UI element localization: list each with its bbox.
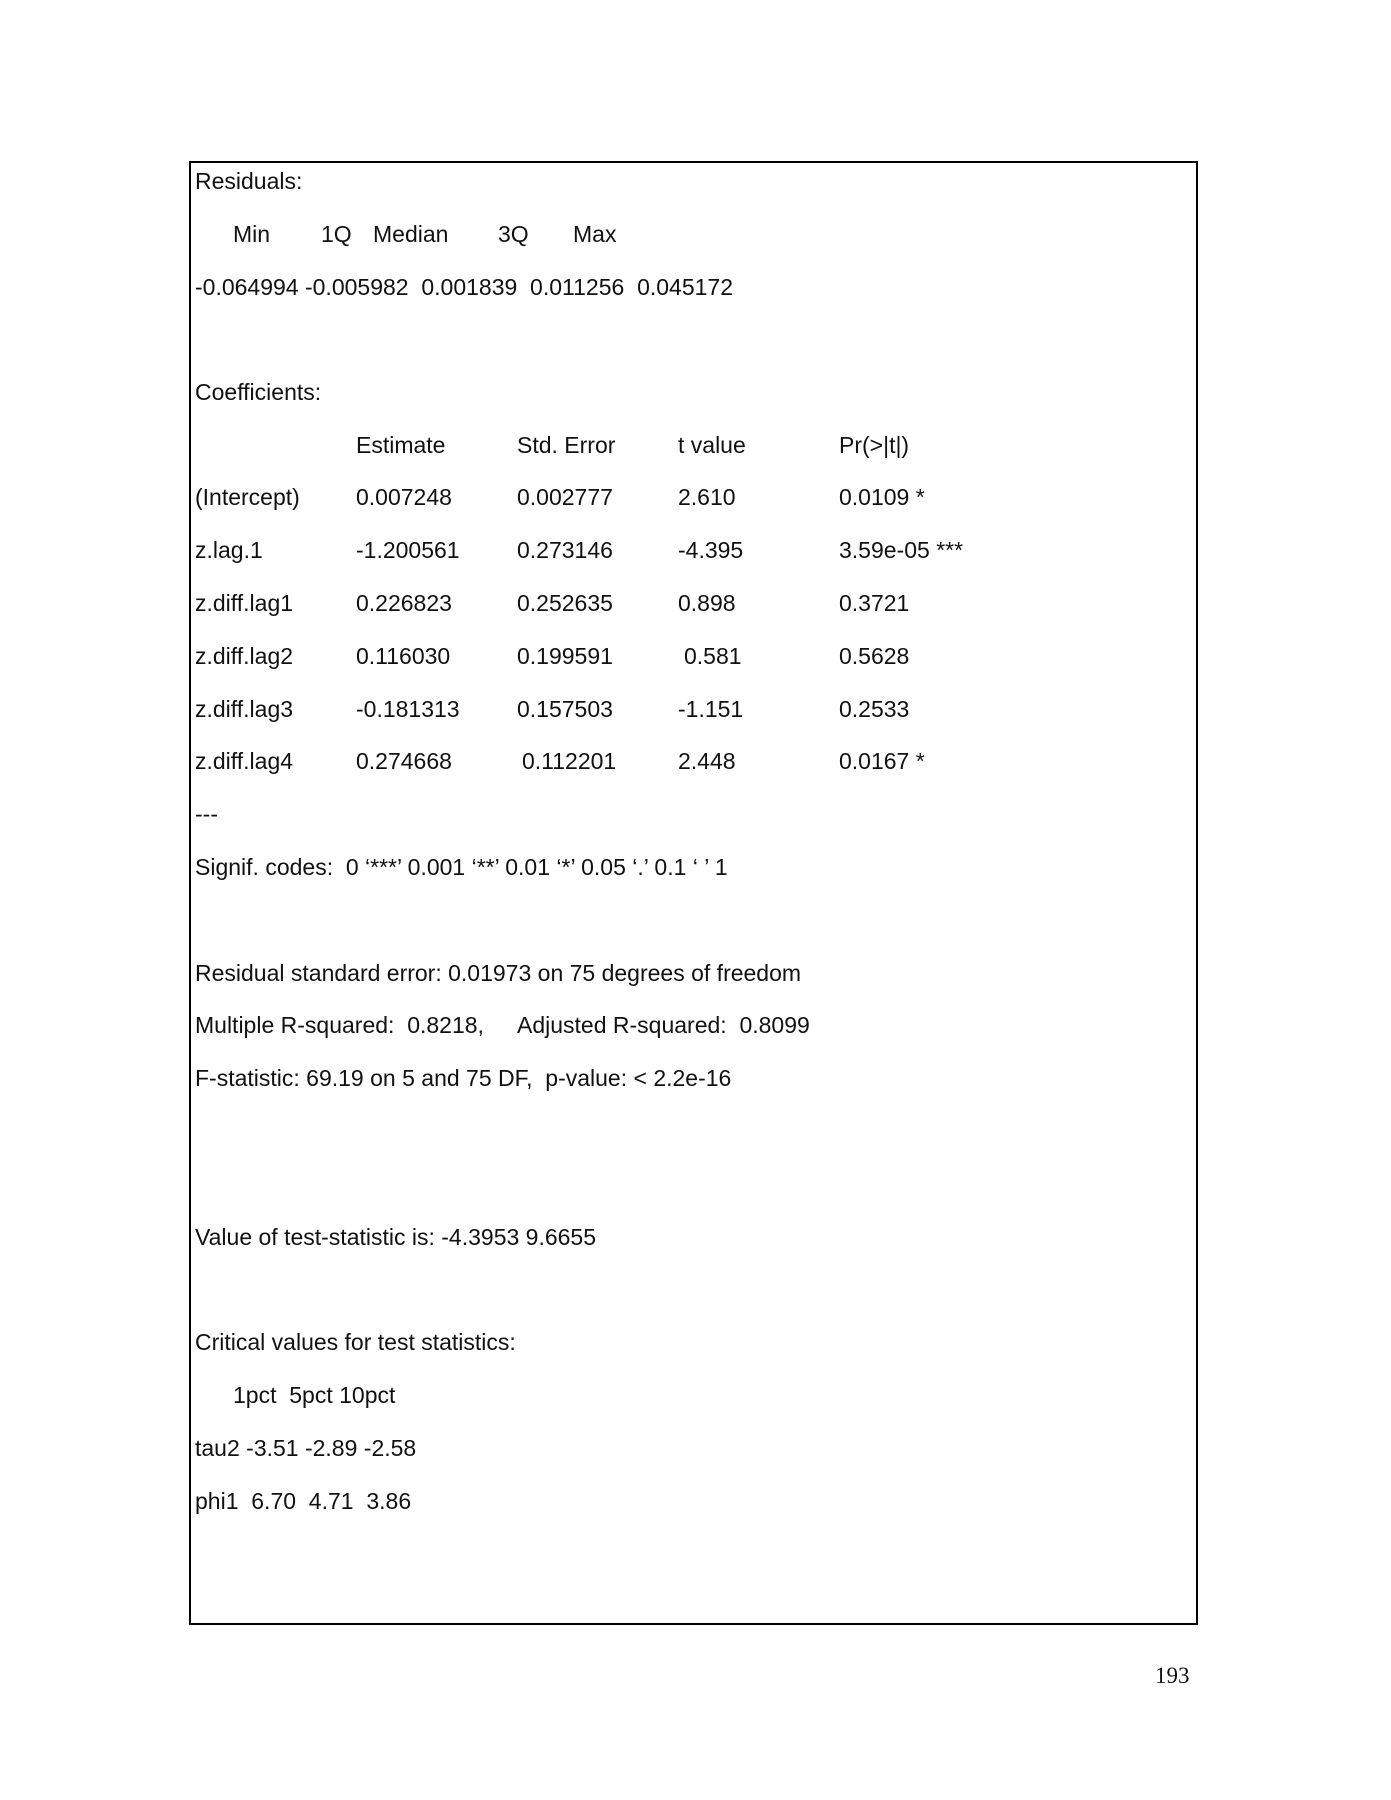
coef-row-name: z.diff.lag1: [195, 590, 294, 616]
f-statistic: F-statistic: 69.19 on 5 and 75 DF, p-value: < 2.2e-16: [195, 1065, 732, 1091]
coef-row-t-value: 2.610: [678, 484, 736, 510]
coef-row-estimate: 0.226823: [356, 590, 452, 616]
output-frame: [189, 161, 1198, 1625]
signif-codes: Signif. codes: 0 ‘***’ 0.001 ‘**’ 0.01 ‘*’ 0.05 ‘.’ 0.1 ‘ ’ 1: [195, 854, 728, 880]
critical-values-title: Critical values for test statistics:: [195, 1329, 516, 1355]
residual-standard-error: Residual standard error: 0.01973 on 75 degrees of freedom: [195, 960, 802, 986]
coef-row-estimate: 0.116030: [356, 643, 451, 669]
coef-header-estimate: Estimate: [356, 432, 446, 458]
adjusted-r-squared: Adjusted R-squared: 0.8099: [517, 1012, 810, 1038]
residuals-title: Residuals:: [195, 168, 303, 194]
phi1-line: phi1 6.70 4.71 3.86: [195, 1488, 412, 1514]
coef-header-p-value: Pr(>|t|): [839, 432, 910, 458]
coef-row-t-value: -4.395: [678, 537, 744, 563]
coef-row-name: z.diff.lag3: [195, 696, 294, 722]
residuals-header-max: Max: [573, 221, 617, 247]
coef-row-std-error: 0.199591: [517, 643, 613, 669]
coef-row-estimate: -1.200561: [356, 537, 460, 563]
coef-row-estimate: -0.181313: [356, 696, 460, 722]
residuals-header-1q: 1Q: [321, 221, 352, 247]
coef-row-std-error: 0.112201: [522, 748, 617, 774]
coef-row-name: z.diff.lag4: [195, 748, 294, 774]
multiple-r-squared: Multiple R-squared: 0.8218,: [195, 1012, 484, 1038]
coef-row-name: (Intercept): [195, 484, 300, 510]
test-statistic-value: Value of test-statistic is: -4.3953 9.6655: [195, 1224, 597, 1250]
coef-row-estimate: 0.274668: [356, 748, 452, 774]
coef-row-t-value: 0.581: [684, 643, 742, 669]
critical-values-header: 1pct 5pct 10pct: [233, 1382, 396, 1408]
coef-row-t-value: 2.448: [678, 748, 736, 774]
residuals-values: -0.064994 -0.005982 0.001839 0.011256 0.045172: [195, 274, 733, 300]
residuals-header-median: Median: [373, 221, 449, 247]
coef-row-name: z.lag.1: [195, 537, 263, 563]
coef-row-name: z.diff.lag2: [195, 643, 294, 669]
residuals-header-3q: 3Q: [498, 221, 529, 247]
coef-header-std-error: Std. Error: [517, 432, 616, 458]
coef-row-estimate: 0.007248: [356, 484, 452, 510]
tau2-line: tau2 -3.51 -2.89 -2.58: [195, 1435, 417, 1461]
coef-row-p-value: 0.5628: [839, 643, 910, 669]
residuals-header-min: Min: [233, 221, 271, 247]
coefficients-title: Coefficients:: [195, 379, 322, 405]
coef-row-std-error: 0.273146: [517, 537, 613, 563]
coef-row-std-error: 0.002777: [517, 484, 613, 510]
coef-row-t-value: -1.151: [678, 696, 744, 722]
coef-row-p-value: 0.2533: [839, 696, 910, 722]
page-number: 193: [1155, 1663, 1190, 1688]
coef-row-std-error: 0.252635: [517, 590, 613, 616]
coef-header-t-value: t value: [678, 432, 746, 458]
coef-row-p-value: 3.59e-05 ***: [839, 537, 964, 563]
coef-row-std-error: 0.157503: [517, 696, 613, 722]
separator: ---: [195, 801, 218, 827]
coef-row-t-value: 0.898: [678, 590, 736, 616]
coef-row-p-value: 0.0167 *: [839, 748, 925, 774]
coef-row-p-value: 0.3721: [839, 590, 910, 616]
coef-row-p-value: 0.0109 *: [839, 484, 925, 510]
